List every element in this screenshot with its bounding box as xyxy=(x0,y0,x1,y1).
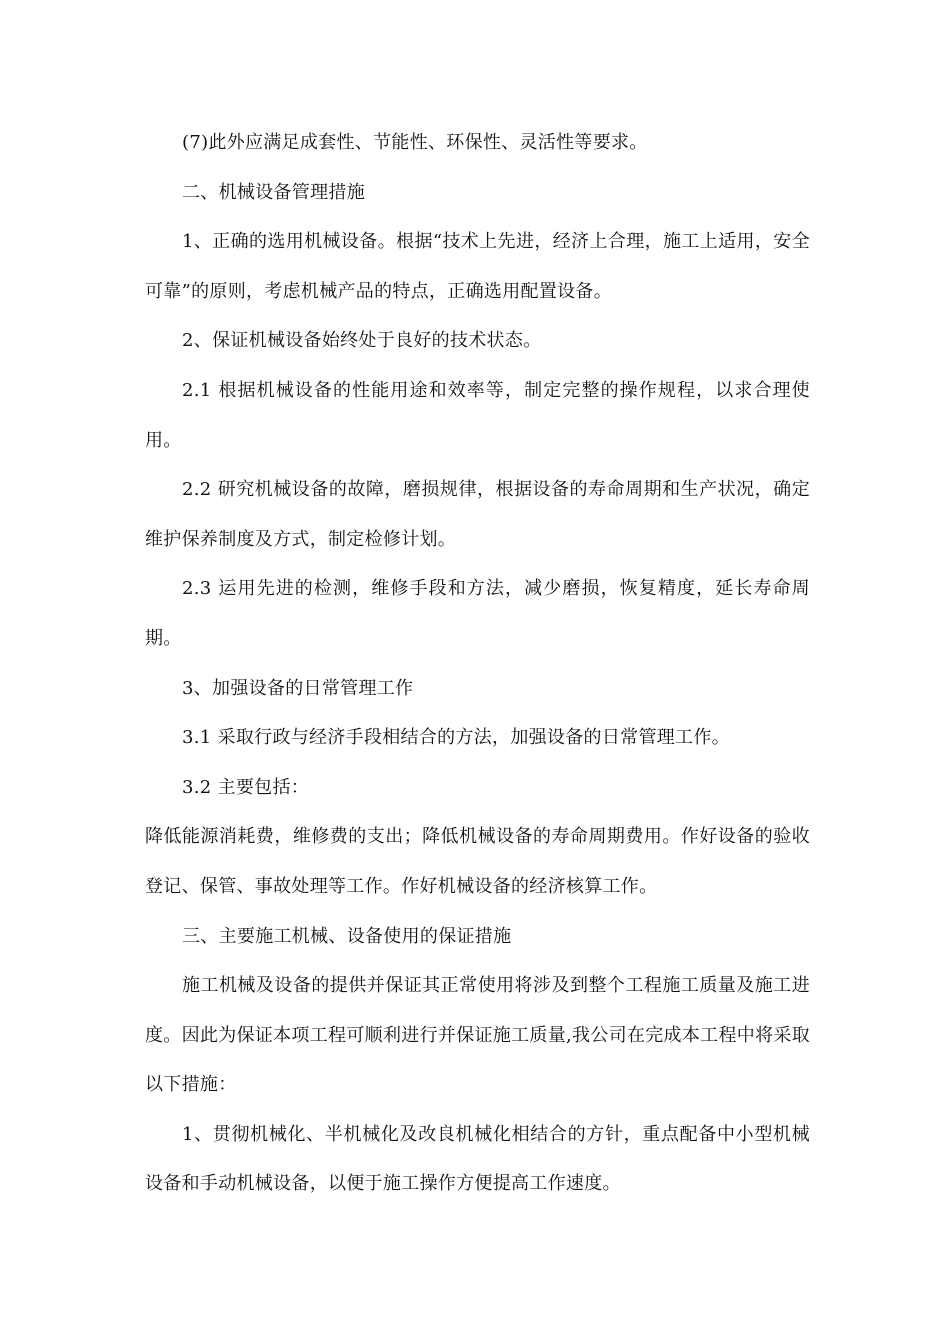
heading-usage-guarantee: 三、主要施工机械、设备使用的保证措施 xyxy=(182,925,512,947)
heading-equipment-management: 二、机械设备管理措施 xyxy=(182,181,365,203)
document-body xyxy=(145,118,810,1209)
paragraph-daily-management: 3、加强设备的日常管理工作 xyxy=(182,677,414,699)
paragraph-2-1: 2.1 根据机械设备的性能用途和效率等，制定完整的操作规程，以求合理使用。 xyxy=(145,379,810,451)
paragraph-2-3: 2.3 运用先进的检测，维修手段和方法，减少磨损，恢复精度，延长寿命周期。 xyxy=(145,578,810,649)
paragraph-3-1: 3.1 采取行政与经济手段相结合的方法，加强设备的日常管理工作。 xyxy=(182,727,730,749)
paragraph-requirements-7: (7)此外应满足成套性、节能性、环保性、灵活性等要求。 xyxy=(182,132,648,153)
paragraph-mechanization-policy: 1、贯彻机械化、半机械化及改良机械化相结合的方针，重点配备中小型机械设备和手动机械设备，以便于施工操作方便提高工作速度。 xyxy=(145,1123,810,1195)
paragraph-technical-state: 2、保证机械设备始终处于良好的技术状态。 xyxy=(182,330,542,352)
paragraph-cost-reduction: 降低能源消耗费，维修费的支出；降低机械设备的寿命周期费用。作好设备的验收登记、保管、事故处理等工作。作好机械设备的经济核算工作。 xyxy=(145,826,810,897)
paragraph-selection: 1、正确的选用机械设备。根据“技术上先进，经济上合理，施工上适用，安全可靠”的原则，考虑机械产品的特点，正确选用配置设备。 xyxy=(145,231,810,302)
paragraph-usage-intro: 施工机械及设备的提供并保证其正常使用将涉及到整个工程施工质量及施工进度。因此为保证本项工程可顺利进行并保证施工质量,我公司在完成本工程中将采取以下措施： xyxy=(145,975,810,1096)
paragraph-2-2: 2.2 研究机械设备的故障，磨损规律，根据设备的寿命周期和生产状况，确定维护保养制度及方式，制定检修计划。 xyxy=(145,479,810,550)
paragraph-3-2: 3.2 主要包括： xyxy=(182,776,310,798)
